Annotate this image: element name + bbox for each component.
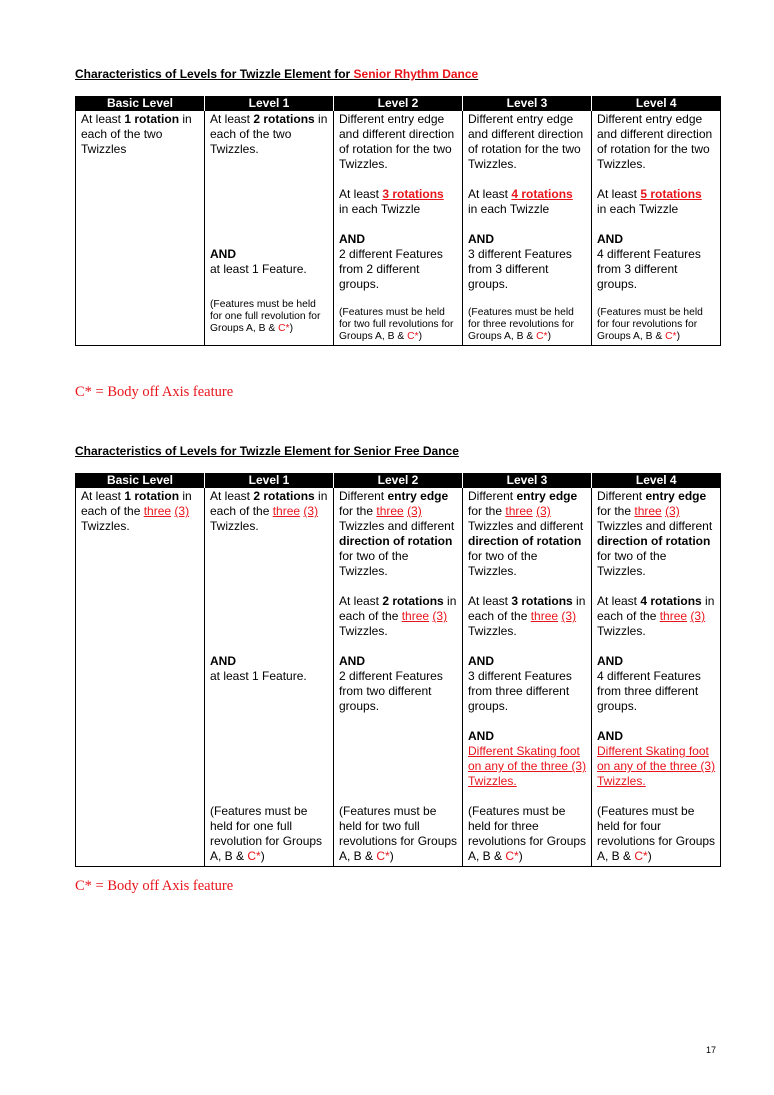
- and-label: AND: [468, 232, 494, 246]
- free-level1-cell: At least 2 rotations in each of the three (3) Twizzles. AND at least 1 Feature. (Features must be held for one full revolution for Groups A, B & C*): [205, 488, 334, 867]
- skating-foot-note: Different Skating foot on any of the three (3) Twizzles.: [468, 744, 587, 788]
- and-label: AND: [210, 247, 236, 261]
- rhythm-level3-cell: Different entry edge and different direction of rotation for the two Twizzles. At least 4 rotations in each Twizzle AND 3 different Features from 3 different groups. (Features must be held for three revolutions for Groups A, B & C*): [463, 111, 592, 346]
- and-label: AND: [597, 654, 623, 668]
- rhythm-dance-title: [75, 67, 478, 81]
- header-level-1: Level 1: [205, 473, 334, 488]
- header-level-3: Level 3: [463, 96, 592, 111]
- and-label: AND: [339, 232, 365, 246]
- and-label: AND: [597, 729, 623, 743]
- and-label: AND: [597, 232, 623, 246]
- table-header-row: [76, 473, 721, 488]
- rhythm-footnote: C* = Body off Axis feature: [75, 384, 234, 400]
- free-level4-cell: Different entry edge for the three (3) Twizzles and different direction of rotation for two of the Twizzles. At least 4 rotations in each of the three (3) Twizzles. AND 4 different Features from three different groups. AND Different Skating foot on any of the three (3) Twizzles. (Features must be held for four revolutions for Groups A, B & C*): [592, 488, 721, 867]
- header-level-2: Level 2: [334, 473, 463, 488]
- rhythm-level4-cell: Different entry edge and different direction of rotation for the two Twizzles. At least 5 rotations in each Twizzle AND 4 different Features from 3 different groups. (Features must be held for four revolutions for Groups A, B & C*): [592, 111, 721, 346]
- free-dance-table: [75, 473, 721, 867]
- free-basic-cell: At least 1 rotation in each of the three (3) Twizzles.: [76, 488, 205, 867]
- rotations-highlight: 4 rotations: [511, 187, 573, 201]
- table-header-row: [76, 96, 721, 111]
- free-level2-cell: Different entry edge for the three (3) Twizzles and different direction of rotation for two of the Twizzles. At least 2 rotations in each of the three (3) Twizzles. AND 2 different Features from two different groups. (Features must be held for two full revolutions for Groups A, B & C*): [334, 488, 463, 867]
- header-basic-level: Basic Level: [76, 96, 205, 111]
- header-level-1: Level 1: [205, 96, 334, 111]
- and-label: AND: [468, 729, 494, 743]
- and-label: AND: [210, 654, 236, 668]
- rhythm-level2-cell: Different entry edge and different direction of rotation for the two Twizzles. At least 3 rotations in each Twizzle AND 2 different Features from 2 different groups. (Features must be held for two full revolutions for Groups A, B & C*): [334, 111, 463, 346]
- rhythm-basic-cell: At least 1 rotation in each of the two Twizzles: [76, 111, 205, 346]
- table-row: [76, 488, 721, 867]
- rhythm-dance-table: [75, 96, 721, 346]
- skating-foot-note: Different Skating foot on any of the three (3) Twizzles.: [597, 744, 716, 788]
- and-label: AND: [339, 654, 365, 668]
- and-label: AND: [468, 654, 494, 668]
- free-dance-title: Characteristics of Levels for Twizzle Element for Senior Free Dance: [75, 444, 459, 458]
- header-level-4: Level 4: [592, 96, 721, 111]
- rhythm-title-highlight: Senior Rhythm Dance: [353, 67, 479, 81]
- header-level-3: Level 3: [463, 473, 592, 488]
- header-level-2: Level 2: [334, 96, 463, 111]
- page-number: 17: [705, 1045, 716, 1055]
- rhythm-level1-cell: At least 2 rotations in each of the two Twizzles. AND at least 1 Feature. (Features must be held for one full revolution for Groups A, B & C*): [205, 111, 334, 346]
- free-footnote: C* = Body off Axis feature: [75, 878, 234, 894]
- table-row: [76, 111, 721, 346]
- rotations-highlight: 3 rotations: [382, 187, 444, 201]
- header-level-4: Level 4: [592, 473, 721, 488]
- free-level3-cell: Different entry edge for the three (3) Twizzles and different direction of rotation for two of the Twizzles. At least 3 rotations in each of the three (3) Twizzles. AND 3 different Features from three different groups. AND Different Skating foot on any of the three (3) Twizzles. (Features must be held for three revolutions for Groups A, B & C*): [463, 488, 592, 867]
- header-basic-level: Basic Level: [76, 473, 205, 488]
- rhythm-title-prefix: Characteristics of Levels for Twizzle Element for: [75, 67, 354, 81]
- rotations-highlight: 5 rotations: [640, 187, 702, 201]
